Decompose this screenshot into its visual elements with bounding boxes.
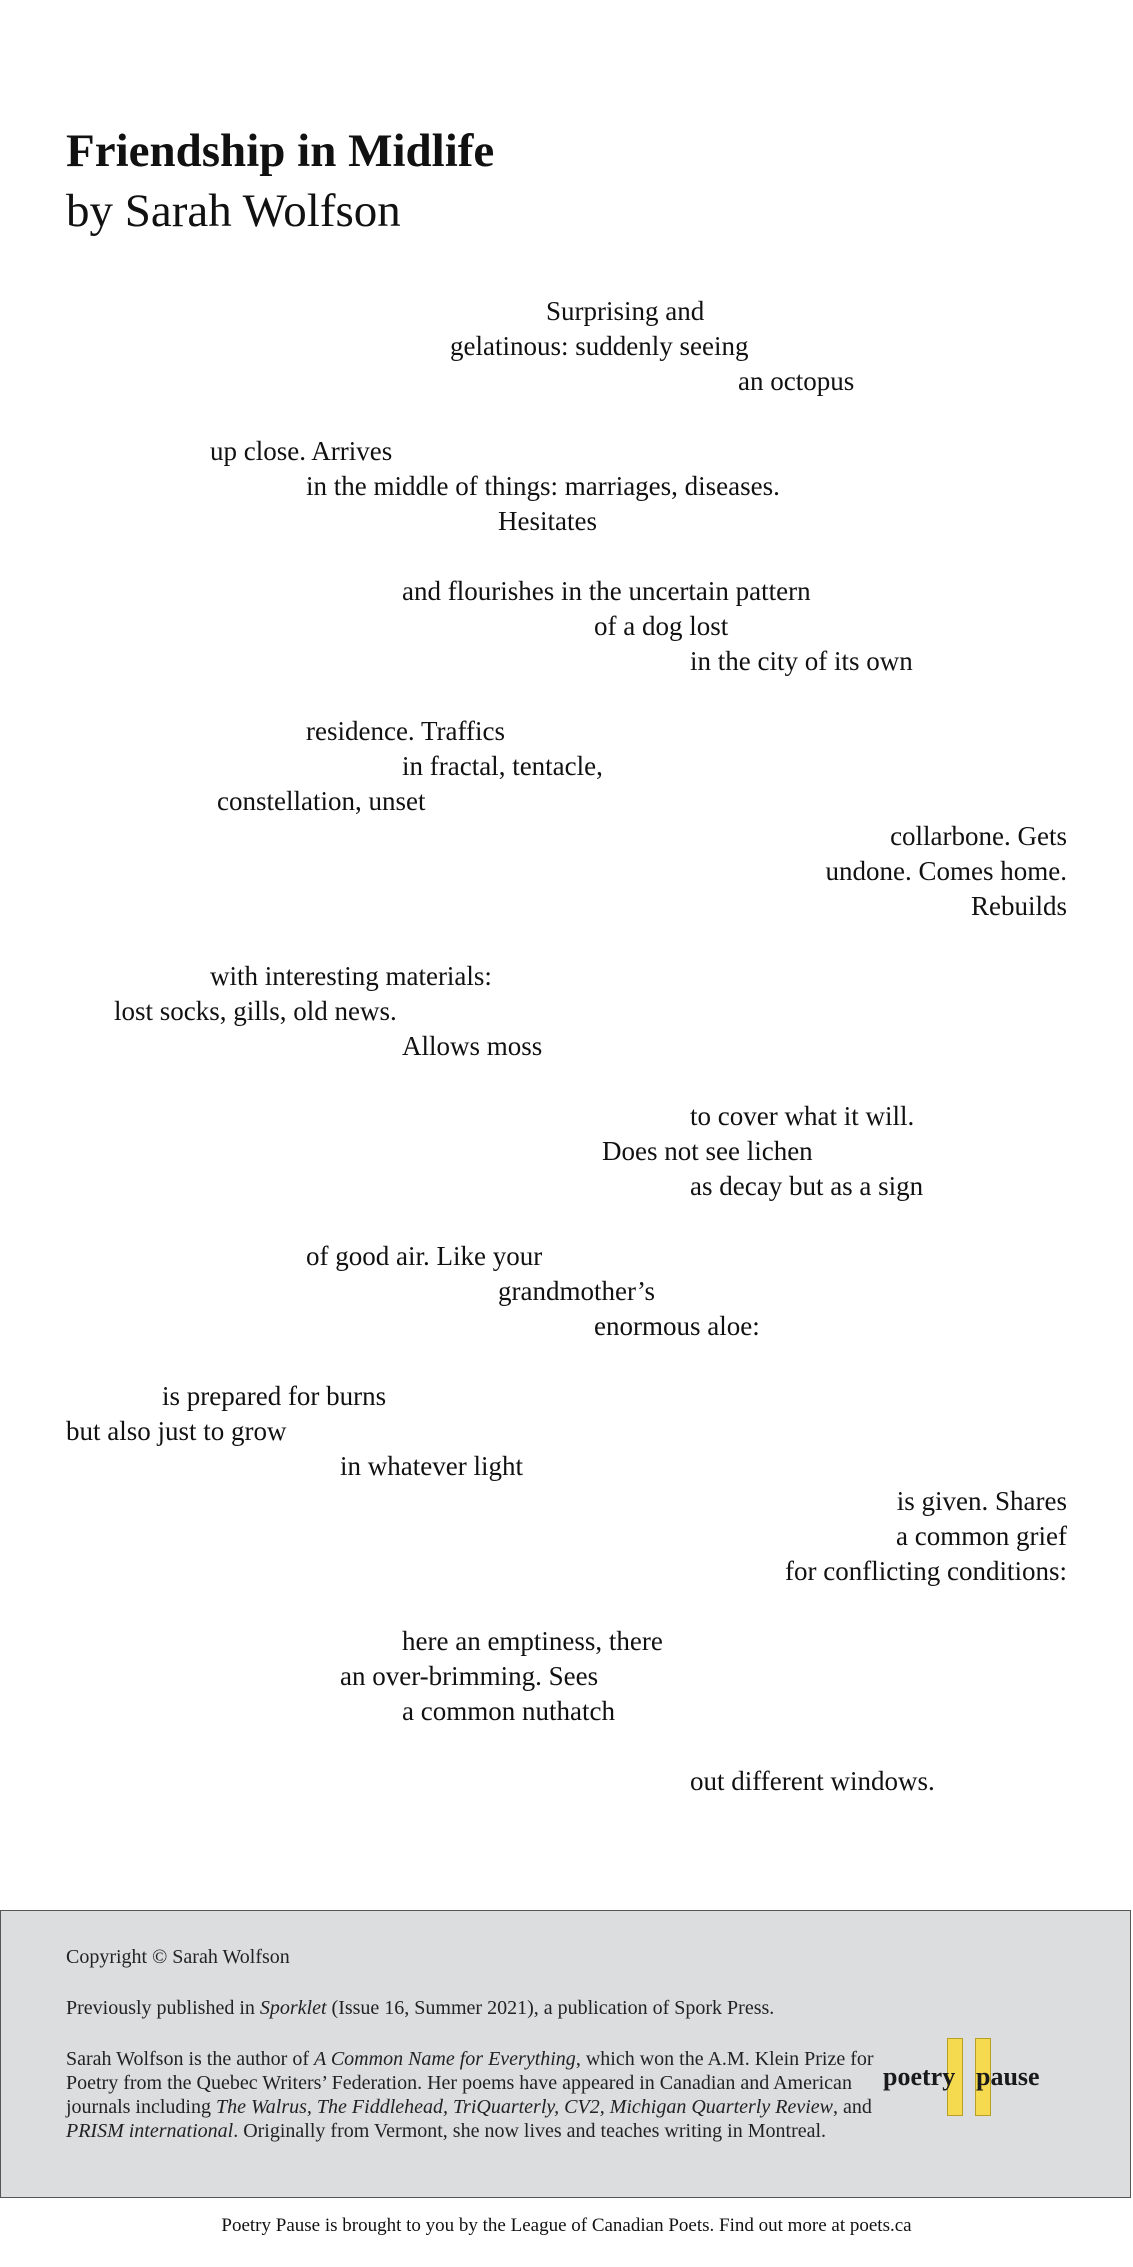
poem-line: up close. Arrives — [210, 436, 393, 466]
poem-line: in the city of its own — [690, 646, 913, 676]
bio-journal-prism: PRISM international — [66, 2120, 234, 2142]
poem-line: of good air. Like your — [306, 1241, 543, 1271]
author-bio — [66, 2047, 876, 2143]
bio-text: Sarah Wolfson is the author of — [66, 2048, 314, 2070]
poem-line: as decay but as a sign — [690, 1171, 924, 1201]
poem-line: gelatinous: suddenly seeing — [450, 331, 749, 361]
poem-line: Hesitates — [498, 506, 597, 536]
poem-line: in fractal, tentacle, — [402, 751, 603, 781]
bio-text: . Originally from Vermont, she now lives and teaches writing in Montreal. — [233, 2120, 827, 2142]
poem-byline: by Sarah Wolfson — [66, 185, 401, 237]
poem-line: Surprising and — [546, 296, 705, 326]
poem-line: collarbone. Gets — [890, 821, 1067, 851]
publication-journal: Sporklet — [259, 1997, 327, 2019]
poem-line: an over-brimming. Sees — [340, 1661, 599, 1691]
bio-text: , which won the A.M. Klein Prize for Poetry from the Quebec Writers’ Federation. Her poems have appeared in Canadian and American journals including — [66, 2048, 874, 2118]
poem-line: with interesting materials: — [210, 961, 492, 991]
publication-prefix: Previously published in — [66, 1997, 260, 2019]
poem-line: is prepared for burns — [162, 1381, 387, 1411]
publication-note — [66, 1996, 774, 2020]
poem-line: and flourishes in the uncertain pattern — [402, 576, 811, 606]
poem-line: enormous aloe: — [594, 1311, 760, 1341]
poem-line: in whatever light — [340, 1451, 523, 1481]
poem-line: out different windows. — [690, 1766, 935, 1796]
poem-line: to cover what it will. — [690, 1101, 915, 1131]
bio-journals: The Walrus, The Fiddlehead, TriQuarterly, CV2, Michigan Quarterly Review — [215, 2096, 833, 2118]
poetry-pause-logo — [883, 2038, 1053, 2118]
league-credit: Poetry Pause is brought to you by the League of Canadian Poets. Find out more at poets.ca — [221, 2215, 912, 2236]
footer-panel — [0, 1910, 1131, 2198]
poem-title: Friendship in Midlife — [66, 125, 495, 177]
copyright-text: Copyright © Sarah Wolfson — [66, 1946, 290, 1968]
poem-line: Allows moss — [402, 1031, 543, 1061]
poem-line: Does not see lichen — [602, 1136, 813, 1166]
poem-line: undone. Comes home. — [825, 856, 1067, 886]
poem-line: but also just to grow — [66, 1416, 287, 1446]
poem-line: residence. Traffics — [306, 716, 505, 746]
bio-text: , and — [832, 2096, 872, 2118]
poem-line: in the middle of things: marriages, diseases. — [306, 471, 780, 501]
poem-line: lost socks, gills, old news. — [114, 996, 397, 1026]
publication-suffix: (Issue 16, Summer 2021), a publication of Spork Press. — [326, 1997, 775, 2019]
logo-word-pause: pause — [976, 2062, 1040, 2091]
poem-line: a common nuthatch — [402, 1696, 615, 1726]
poem-line: an octopus — [738, 366, 855, 396]
logo-word-poetry: poetry — [883, 2062, 956, 2091]
poem-line: Rebuilds — [970, 891, 1067, 921]
bio-book-title: A Common Name for Everything — [313, 2048, 576, 2070]
poem-line: grandmother’s — [498, 1276, 655, 1306]
poem-line: here an emptiness, there — [402, 1626, 663, 1656]
poem-line: a common grief — [896, 1521, 1067, 1551]
poem-line: is given. Shares — [896, 1486, 1067, 1516]
poem-line: constellation, unset — [217, 786, 426, 816]
poem-line: of a dog lost — [594, 611, 729, 641]
poem-line: for conflicting conditions: — [785, 1556, 1067, 1586]
